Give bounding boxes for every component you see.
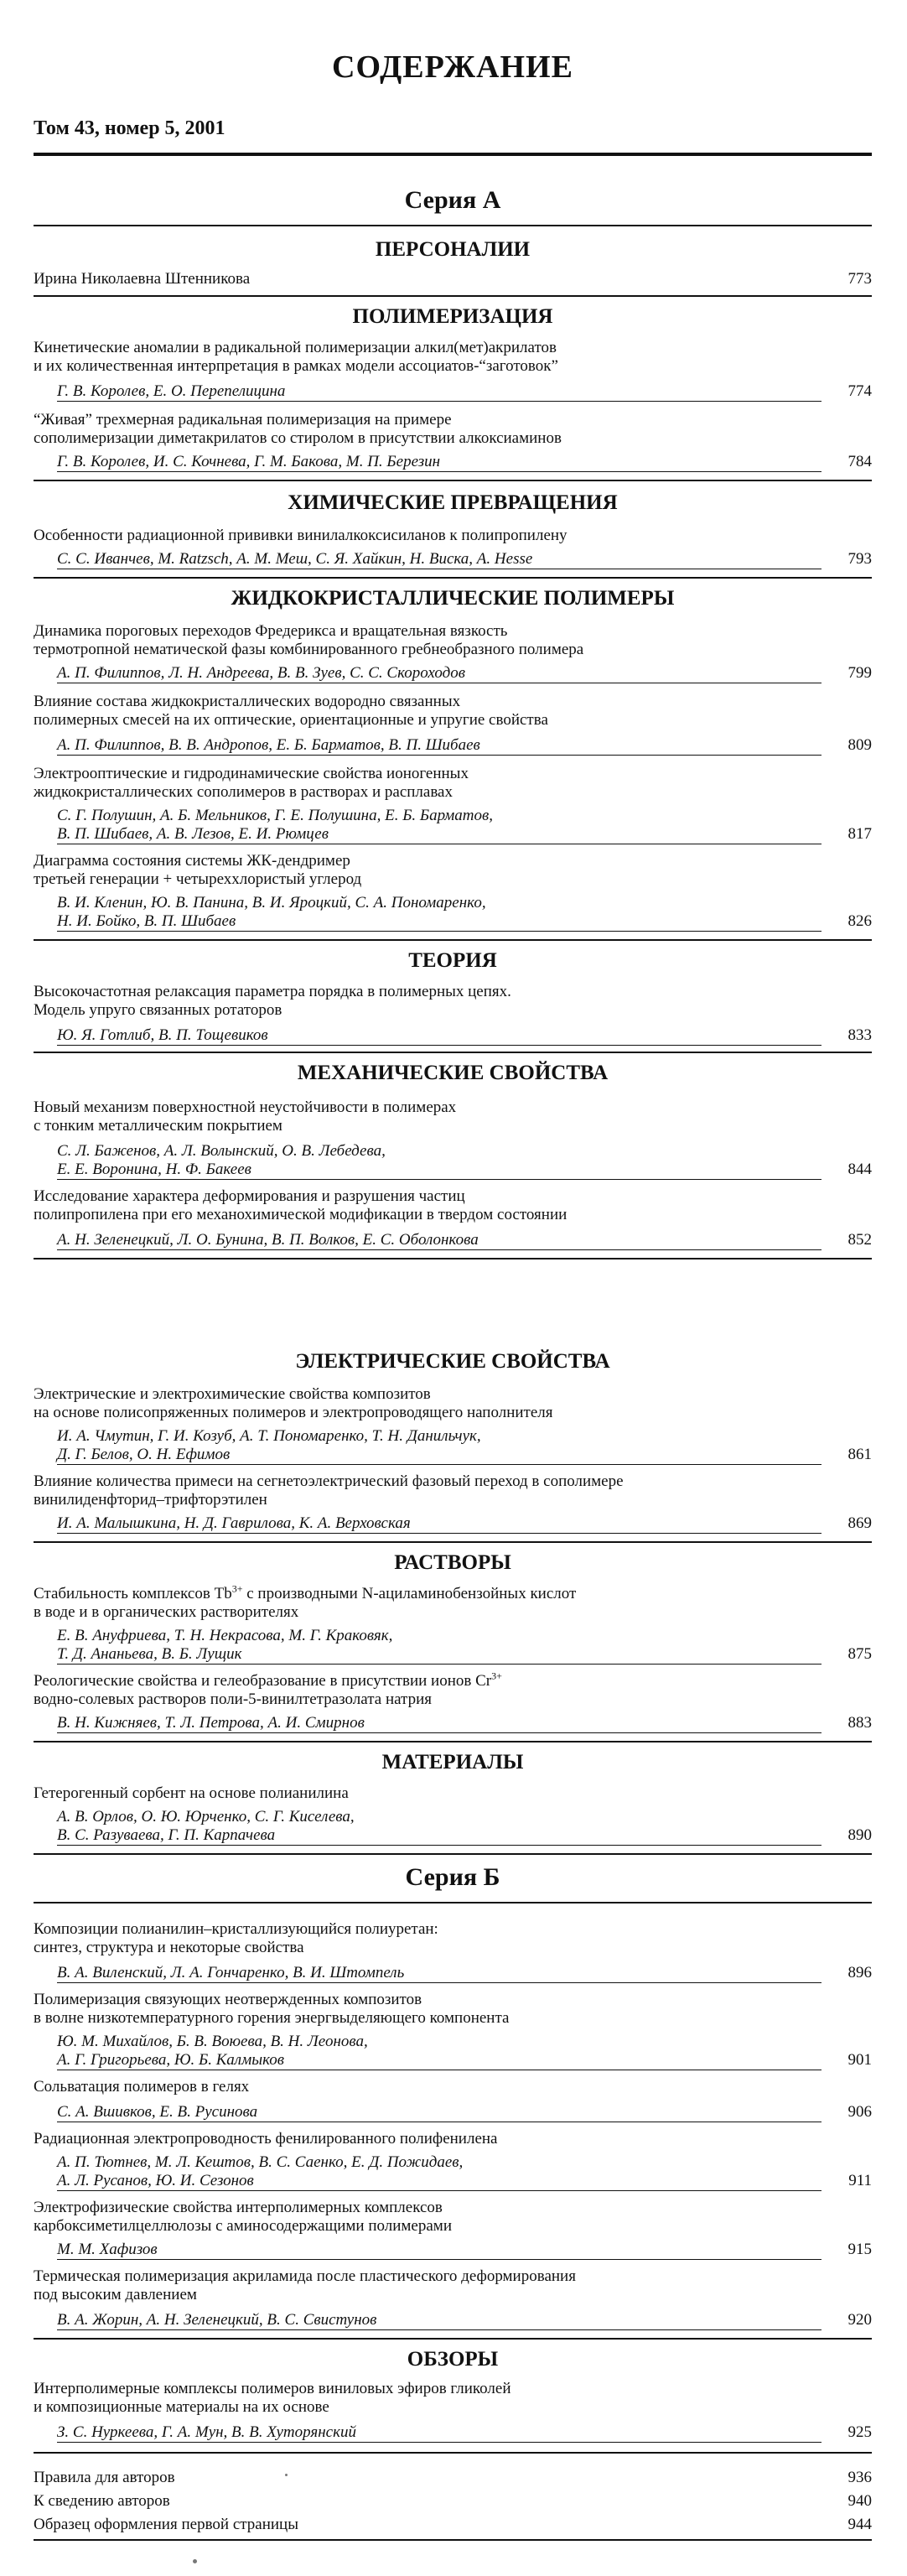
- entry-page: 911: [848, 2172, 872, 2189]
- misc-page: 940: [847, 2492, 872, 2510]
- entry-authors: В. И. Кленин, Ю. В. Панина, В. И. Яроцкий, С. А. Пономаренко,: [57, 894, 486, 911]
- section-reviews: ОБЗОРЫ: [407, 2348, 499, 2371]
- section-polymerization: ПОЛИМЕРИЗАЦИЯ: [352, 305, 553, 328]
- entry-authors: А. Л. Русанов, Ю. И. Сезонов: [57, 2172, 821, 2191]
- misc-item: Образец оформления первой страницы: [34, 2516, 298, 2533]
- entry-authors: Н. И. Бойко, В. П. Шибаев: [57, 912, 821, 932]
- entry-authors: Т. Д. Ананьева, В. Б. Лущик: [57, 1645, 821, 1665]
- entry-title: винилиденфторид–трифторэтилен: [34, 1491, 267, 1509]
- entry-title: Динамика пороговых переходов Фредерикса и вращательная вязкость: [34, 622, 508, 640]
- rule: [34, 2452, 872, 2454]
- entry-title: Модель упруго связанных ротаторов: [34, 1001, 282, 1019]
- entry-page: 852: [847, 1231, 872, 1249]
- entry-title: Диаграмма состояния системы ЖК-дендример: [34, 852, 350, 870]
- entry-authors: В. А. Виленский, Л. А. Гончаренко, В. И. Штомпель: [57, 1964, 821, 1983]
- rule: [34, 2338, 872, 2340]
- entry-title: и их количественная интерпретация в рамках модели ассоциатов-“заготовок”: [34, 357, 558, 375]
- section-materials: МАТЕРИАЛЫ: [381, 1751, 524, 1774]
- entry-title: жидкокристаллических сополимеров в растворах и расплавах: [34, 783, 453, 801]
- entry-authors: А. Н. Зеленецкий, Л. О. Бунина, В. П. Волков, Е. С. Оболонкова: [57, 1231, 821, 1250]
- series-b-heading: Серия Б: [405, 1863, 500, 1891]
- entry-authors: Е. В. Ануфриева, Т. Н. Некрасова, М. Г. Краковяк,: [57, 1627, 393, 1644]
- entry-page: 826: [847, 912, 872, 930]
- entry-page: 817: [847, 825, 872, 843]
- entry-authors: В. А. Жорин, А. Н. Зеленецкий, В. С. Свистунов: [57, 2311, 821, 2330]
- entry-page: 883: [847, 1714, 872, 1732]
- section-solutions: РАСТВОРЫ: [394, 1551, 511, 1574]
- entry-title-part: Реологические свойства и гелеобразование в присутствии ионов Cr: [34, 1672, 492, 1690]
- entry-title: Интерполимерные комплексы полимеров виниловых эфиров гликолей: [34, 2380, 511, 2397]
- entry-page: 915: [847, 2241, 872, 2258]
- entry-page: 833: [847, 1026, 872, 1044]
- entry-title: Композиции полианилин–кристаллизующийся полиуретан:: [34, 1920, 438, 1938]
- entry-authors: С. С. Иванчев, M. Ratzsch, А. М. Меш, С. Я. Хайкин, Н. Виска, A. Hesse: [57, 550, 821, 569]
- misc-item: Правила для авторов: [34, 2469, 175, 2486]
- entry-page: 920: [847, 2311, 872, 2329]
- section-electrical: ЭЛЕКТРИЧЕСКИЕ СВОЙСТВА: [295, 1350, 610, 1373]
- entry-title: Особенности радиационной прививки винилалкоксисиланов к полипропилену: [34, 527, 568, 544]
- entry-title: синтез, структура и некоторые свойства: [34, 1939, 304, 1956]
- entry-title: Влияние состава жидкокристаллических водородно связанных: [34, 693, 461, 710]
- entry-page: 906: [847, 2103, 872, 2121]
- section-mechanical: МЕХАНИЧЕСКИЕ СВОЙСТВА: [297, 1062, 609, 1084]
- entry-title: Электрооптические и гидродинамические свойства ионогенных: [34, 765, 469, 782]
- entry-title: Гетерогенный сорбент на основе полианилина: [34, 1784, 349, 1802]
- entry-page: 773: [847, 270, 872, 288]
- entry-title: Новый механизм поверхностной неустойчивости в полимерах: [34, 1098, 457, 1116]
- entry-title: полипропилена при его механохимической модификации в твердом состоянии: [34, 1206, 568, 1223]
- entry-authors: А. П. Тютнев, М. Л. Кештов, В. С. Саенко, Е. Д. Пожидаев,: [57, 2153, 464, 2171]
- entry-title: [34, 1582, 872, 1603]
- entry-page: 861: [847, 1446, 872, 1463]
- entry-title: Исследование характера деформирования и разрушения частиц: [34, 1187, 465, 1205]
- entry-title-part: с производными N-ациламинобензойных кислот: [242, 1585, 577, 1602]
- entry-title: Высокочастотная релаксация параметра порядка в полимерных цепях.: [34, 983, 511, 1000]
- entry-title: термотропной нематической фазы комбинированного гребнеобразного полимера: [34, 641, 584, 658]
- entry-authors: Г. В. Королев, Е. О. Перепелицина: [57, 382, 821, 402]
- rule: [34, 1853, 872, 1855]
- rule: [34, 939, 872, 941]
- entry-authors: С. Л. Баженов, А. Л. Волынский, О. В. Лебедева,: [57, 1142, 386, 1160]
- entry-authors: Ю. Я. Готлиб, В. П. Тощевиков: [57, 1026, 821, 1046]
- entry-page: 844: [847, 1161, 872, 1178]
- section-chemical: ХИМИЧЕСКИЕ ПРЕВРАЩЕНИЯ: [288, 491, 618, 514]
- rule: [34, 295, 872, 297]
- entry-authors: И. А. Малышкина, Н. Д. Гаврилова, К. А. Верховская: [57, 1514, 821, 1534]
- rule: [34, 1902, 872, 1903]
- entry-page: 890: [847, 1826, 872, 1844]
- entry-page: 784: [847, 453, 872, 470]
- entry-title: Электрические и электрохимические свойства композитов: [34, 1385, 431, 1403]
- entry-authors: М. М. Хафизов: [57, 2241, 821, 2260]
- entry-authors: Г. В. Королев, И. С. Кочнева, Г. М. Бакова, М. П. Березин: [57, 453, 821, 472]
- entry-authors: В. С. Разуваева, Г. П. Карпачева: [57, 1826, 821, 1846]
- entry-title: с тонким металлическим покрытием: [34, 1117, 282, 1135]
- entry-page: 875: [847, 1645, 872, 1663]
- entry-authors: С. А. Вшивков, Е. В. Русинова: [57, 2103, 821, 2122]
- section-lc: ЖИДКОКРИСТАЛЛИЧЕСКИЕ ПОЛИМЕРЫ: [231, 587, 675, 610]
- entry-page: 809: [847, 736, 872, 754]
- scan-speck: [285, 2474, 288, 2476]
- rule: [34, 1741, 872, 1742]
- entry-title: Полимеризация связующих неотвержденных композитов: [34, 1991, 422, 2008]
- misc-item: К сведению авторов: [34, 2492, 170, 2510]
- entry-page: 925: [847, 2423, 872, 2441]
- entry-title: водно-солевых растворов поли-5-винилтетразолата натрия: [34, 1690, 432, 1708]
- section-theory: ТЕОРИЯ: [408, 949, 497, 972]
- entry-title: Термическая полимеризация акриламида после пластического деформирования: [34, 2267, 576, 2285]
- entry-page: 896: [847, 1964, 872, 1981]
- rule: [34, 225, 872, 226]
- entry-title: полимерных смесей на их оптические, ориентационные и упругие свойства: [34, 711, 548, 729]
- entry-authors: В. Н. Кижняев, Т. Л. Петрова, А. И. Смирнов: [57, 1714, 821, 1733]
- rule: [34, 1052, 872, 1053]
- rule: [34, 153, 872, 156]
- entry-title: [34, 1672, 872, 1690]
- entry-authors: Ю. М. Михайлов, Б. В. Воюева, В. Н. Леонова,: [57, 2033, 368, 2050]
- rule: [34, 1258, 872, 1259]
- entry-title: в воде и в органических растворителях: [34, 1603, 299, 1621]
- entry-title: в волне низкотемпературного горения энергвыделяющего компонента: [34, 2009, 510, 2027]
- rule: [34, 577, 872, 579]
- entry-title-part: Стабильность комплексов Tb: [34, 1585, 232, 1602]
- entry-title: сополимеризации диметакрилатов со стиролом в присутствии алкоксиаминов: [34, 429, 562, 447]
- entry-title: Кинетические аномалии в радикальной полимеризации алкил(мет)акрилатов: [34, 339, 557, 356]
- entry-title: Ирина Николаевна Штенникова: [34, 270, 251, 288]
- entry-page: 793: [847, 550, 872, 568]
- entry-title: карбоксиметилцеллюлозы с аминосодержащими полимерами: [34, 2217, 452, 2235]
- scan-speck: [193, 2559, 197, 2563]
- section-personalii: ПЕРСОНАЛИИ: [375, 238, 531, 261]
- misc-page: 936: [847, 2469, 872, 2486]
- volume-info: Том 43, номер 5, 2001: [34, 117, 225, 139]
- contents-page: [34, 0, 872, 2576]
- superscript: 3+: [231, 1582, 243, 1595]
- entry-title: на основе полисопряженных полимеров и электропроводящего наполнителя: [34, 1404, 553, 1421]
- entry-authors: А. П. Филиппов, Л. Н. Андреева, В. В. Зуев, С. С. Скороходов: [57, 664, 821, 683]
- rule: [34, 1541, 872, 1543]
- entry-page: 869: [847, 1514, 872, 1532]
- entry-page: 901: [847, 2051, 872, 2069]
- entry-authors: С. Г. Полушин, А. Б. Мельников, Г. Е. Полушина, Е. Б. Барматов,: [57, 807, 494, 824]
- entry-authors: И. А. Чмутин, Г. И. Козуб, А. Т. Пономаренко, Т. Н. Данильчук,: [57, 1427, 481, 1445]
- entry-authors: А. П. Филиппов, В. В. Андропов, Е. Б. Барматов, В. П. Шибаев: [57, 736, 821, 756]
- entry-authors: З. С. Нуркеева, Г. А. Мун, В. В. Хуторянский: [57, 2423, 821, 2443]
- series-a-heading: Серия А: [404, 186, 501, 214]
- entry-title: “Живая” трехмерная радикальная полимеризация на примере: [34, 411, 452, 428]
- entry-title: Сольватация полимеров в гелях: [34, 2078, 250, 2096]
- entry-title: Электрофизические свойства интерполимерных комплексов: [34, 2199, 443, 2216]
- entry-title: третьей генерации + четыреххлористый углерод: [34, 870, 362, 888]
- rule: [34, 2539, 872, 2541]
- entry-title: и композиционные материалы на их основе: [34, 2398, 329, 2416]
- entry-authors: Д. Г. Белов, О. Н. Ефимов: [57, 1446, 821, 1465]
- entry-authors: В. П. Шибаев, А. В. Лезов, Е. И. Рюмцев: [57, 825, 821, 844]
- entry-page: 774: [847, 382, 872, 400]
- entry-title: Влияние количества примеси на сегнетоэлектрический фазовый переход в сополимере: [34, 1472, 624, 1490]
- superscript: 3+: [491, 1670, 502, 1682]
- entry-title: Радиационная электропроводность фенилированного полифенилена: [34, 2130, 498, 2148]
- rule: [34, 480, 872, 481]
- entry-title: под высоким давлением: [34, 2286, 197, 2303]
- entry-authors: Е. Е. Воронина, Н. Ф. Бакеев: [57, 1161, 821, 1180]
- misc-page: 944: [847, 2516, 872, 2533]
- entry-page: 799: [847, 664, 872, 682]
- entry-authors: А. Г. Григорьева, Ю. Б. Калмыков: [57, 2051, 821, 2070]
- page-title: СОДЕРЖАНИЕ: [332, 49, 573, 85]
- entry-authors: А. В. Орлов, О. Ю. Юрченко, С. Г. Киселева,: [57, 1808, 355, 1826]
